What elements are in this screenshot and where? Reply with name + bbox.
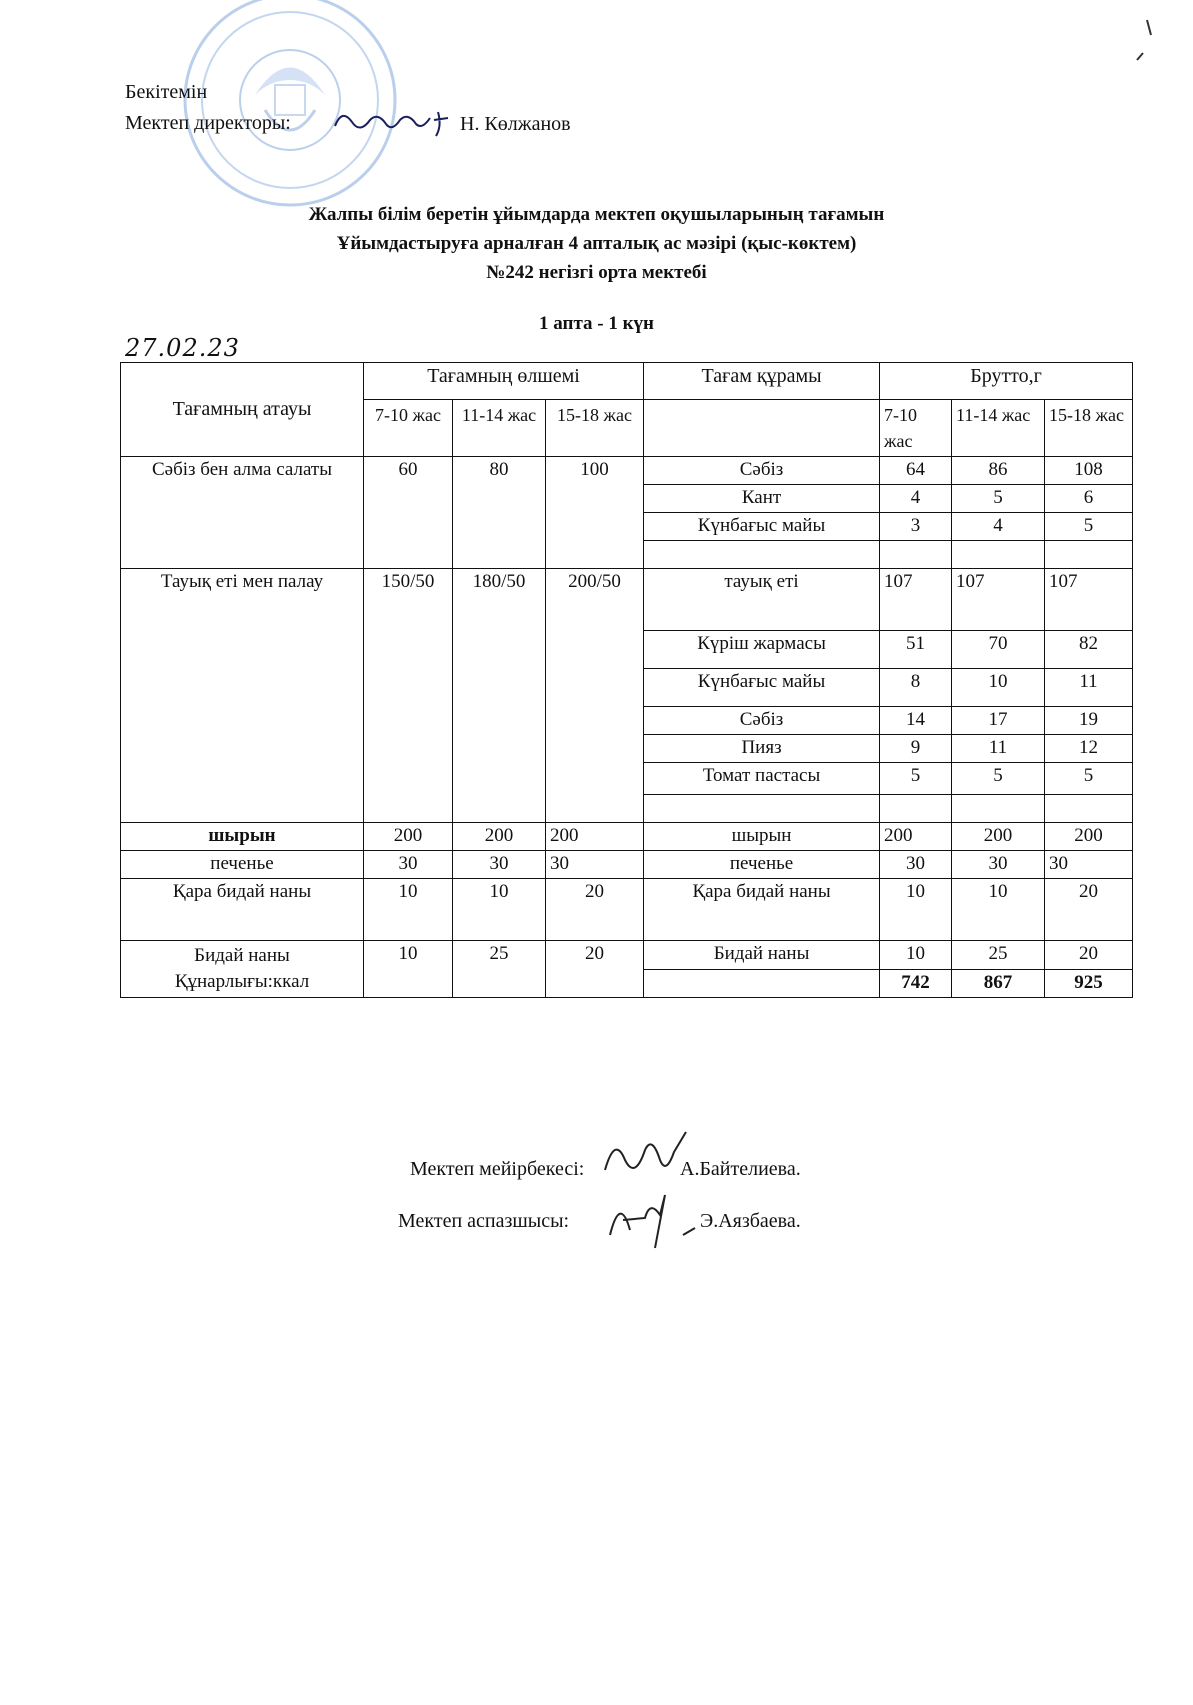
ingredient-name: Күнбағыс майы: [644, 669, 880, 707]
portion-value: 80: [453, 457, 546, 569]
calories-label: Құнарлығы:ккал: [174, 971, 310, 992]
brutto-value: 19: [1045, 707, 1133, 735]
ingredient-name: Пияз: [644, 735, 880, 763]
approval-label: Бекітемін: [125, 81, 208, 103]
header-brutto-age-15-18: 15-18 жас: [1045, 400, 1133, 457]
ingredient-name: Күріш жармасы: [644, 631, 880, 669]
empty-cell: [880, 795, 952, 823]
brutto-value: 10: [952, 669, 1045, 707]
header-brutto-age-7-10: 7-10 жас: [880, 400, 952, 457]
header-composition-blank: [644, 400, 880, 457]
portion-value: 180/50: [453, 569, 546, 823]
empty-cell: [1045, 541, 1133, 569]
ingredient-name: Сәбіз: [644, 707, 880, 735]
dish-name-with-calories: [121, 941, 364, 998]
brutto-value: 10: [952, 879, 1045, 941]
brutto-value: 64: [880, 457, 952, 485]
ingredient-name: Томат пастасы: [644, 763, 880, 795]
brutto-value: 82: [1045, 631, 1133, 669]
nurse-signature: [600, 1130, 690, 1185]
brutto-value: 30: [880, 851, 952, 879]
table-row: [121, 879, 1133, 941]
brutto-value: 20: [1045, 879, 1133, 941]
brutto-value: 14: [880, 707, 952, 735]
dish-name: печенье: [121, 851, 364, 879]
brutto-value: 3: [880, 513, 952, 541]
header-portion: Тағамның өлшемі: [364, 363, 644, 400]
brutto-value: 6: [1045, 485, 1133, 513]
ingredient-name: Сәбіз: [644, 457, 880, 485]
document-title-line1: Жалпы білім беретін ұйымдарда мектеп оқушыларының тағамын: [308, 204, 885, 225]
brutto-value: 107: [952, 569, 1045, 631]
portion-value: 10: [364, 941, 453, 998]
brutto-value: 5: [952, 485, 1045, 513]
brutto-value: 200: [1045, 823, 1133, 851]
dish-name: Сәбіз бен алма салаты: [121, 457, 364, 569]
brutto-value: 25: [952, 941, 1045, 970]
director-signature: [330, 106, 470, 142]
brutto-value: 107: [880, 569, 952, 631]
portion-value: 30: [453, 851, 546, 879]
brutto-value: 8: [880, 669, 952, 707]
portion-value: 10: [364, 879, 453, 941]
portion-value: 200: [546, 823, 644, 851]
week-day-label: 1 апта - 1 күн: [539, 313, 654, 334]
portion-value: 60: [364, 457, 453, 569]
brutto-value: 4: [952, 513, 1045, 541]
dish-name: Тауық еті мен палау: [121, 569, 364, 823]
director-label: Мектеп директоры:: [125, 112, 291, 134]
header-age-7-10: 7-10 жас: [364, 400, 453, 457]
empty-cell: [1045, 795, 1133, 823]
ingredient-name: Бидай наны: [644, 941, 880, 970]
menu-table: [120, 362, 1133, 998]
calories-value: 867: [952, 969, 1045, 998]
brutto-value: 70: [952, 631, 1045, 669]
empty-cell: [880, 541, 952, 569]
portion-value: 30: [364, 851, 453, 879]
dish-name: шырын: [121, 823, 364, 851]
cook-label: Мектеп аспазшысы:: [398, 1210, 570, 1232]
empty-cell: [644, 541, 880, 569]
header-brutto-age-11-14: 11-14 жас: [952, 400, 1045, 457]
brutto-value: 10: [880, 941, 952, 970]
school-name: №242 негізгі орта мектебі: [486, 262, 707, 283]
portion-value: 200/50: [546, 569, 644, 823]
brutto-value: 4: [880, 485, 952, 513]
empty-cell: [952, 795, 1045, 823]
dish-name: Бидай наны: [194, 945, 290, 966]
document-title-line2: Ұйымдастыруға арналған 4 апталық ас мәзірі (қыс-көктем): [336, 233, 857, 254]
brutto-value: 11: [1045, 669, 1133, 707]
table-row: [121, 569, 1133, 631]
calories-value: 742: [880, 969, 952, 998]
empty-cell: [644, 969, 880, 998]
brutto-value: 9: [880, 735, 952, 763]
ingredient-name: Қара бидай наны: [644, 879, 880, 941]
brutto-value: 12: [1045, 735, 1133, 763]
table-row: [121, 457, 1133, 485]
empty-cell: [644, 795, 880, 823]
corner-pen-marks: [1125, 15, 1165, 70]
header-age-11-14: 11-14 жас: [453, 400, 546, 457]
brutto-value: 200: [952, 823, 1045, 851]
brutto-value: 200: [880, 823, 952, 851]
portion-value: 10: [453, 879, 546, 941]
portion-value: 100: [546, 457, 644, 569]
portion-value: 30: [546, 851, 644, 879]
table-row: [121, 851, 1133, 879]
brutto-value: 5: [1045, 763, 1133, 795]
brutto-value: 5: [952, 763, 1045, 795]
brutto-value: 5: [880, 763, 952, 795]
brutto-value: 86: [952, 457, 1045, 485]
header-composition: Тағам құрамы: [644, 363, 880, 400]
brutto-value: 30: [1045, 851, 1133, 879]
ingredient-name: печенье: [644, 851, 880, 879]
dish-name: Қара бидай наны: [121, 879, 364, 941]
brutto-value: 11: [952, 735, 1045, 763]
empty-cell: [952, 541, 1045, 569]
ingredient-name: шырын: [644, 823, 880, 851]
ingredient-name: Күнбағыс майы: [644, 513, 880, 541]
brutto-value: 107: [1045, 569, 1133, 631]
table-row: [121, 941, 1133, 970]
header-dish-name: Тағамның атауы: [121, 363, 364, 457]
header-age-15-18: 15-18 жас: [546, 400, 644, 457]
handwritten-date: 27.02.23: [125, 334, 240, 362]
portion-value: 200: [453, 823, 546, 851]
cook-name: Э.Аязбаева.: [700, 1210, 801, 1232]
brutto-value: 10: [880, 879, 952, 941]
ingredient-name: тауық еті: [644, 569, 880, 631]
portion-value: 200: [364, 823, 453, 851]
brutto-value: 108: [1045, 457, 1133, 485]
table-row: [121, 823, 1133, 851]
director-name: Н. Көлжанов: [460, 113, 571, 135]
portion-value: 20: [546, 941, 644, 998]
brutto-value: 5: [1045, 513, 1133, 541]
header-brutto: Брутто,г: [880, 363, 1133, 400]
portion-value: 25: [453, 941, 546, 998]
calories-value: 925: [1045, 969, 1133, 998]
nurse-name: А.Байтелиева.: [680, 1158, 801, 1180]
brutto-value: 51: [880, 631, 952, 669]
nurse-label: Мектеп мейірбекесі:: [410, 1158, 585, 1180]
ingredient-name: Кант: [644, 485, 880, 513]
brutto-value: 20: [1045, 941, 1133, 970]
portion-value: 20: [546, 879, 644, 941]
portion-value: 150/50: [364, 569, 453, 823]
brutto-value: 17: [952, 707, 1045, 735]
brutto-value: 30: [952, 851, 1045, 879]
